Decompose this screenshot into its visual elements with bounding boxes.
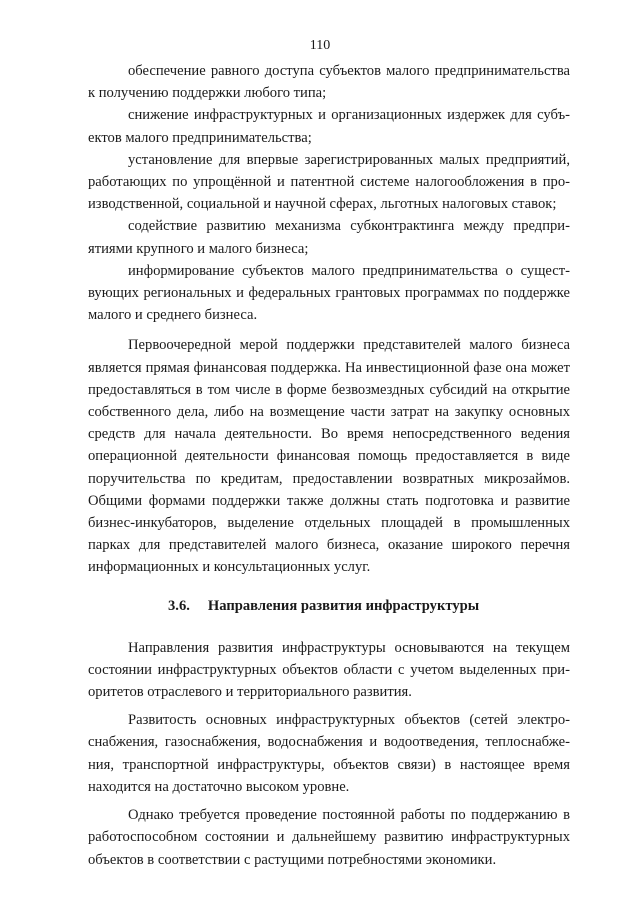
section-paragraph: Направления развития инфраструктуры основываются на текущем состоянии инфраструктурных объектов области с учетом выделенных приоритетов отраслевого и территориального развития. bbox=[88, 639, 570, 701]
list-item: обеспечение равного доступа субъектов малого предпринимательства к получению поддержки любого типа; bbox=[88, 63, 570, 102]
list-item: установление для впервые зарегистрированных малых предприятий, работающих по упрощённой и патентной системе налогообложения в производственной, социальной и научной сферах, льготных налоговых ставок; bbox=[88, 151, 570, 213]
section-title: Направления развития инфраструктуры bbox=[207, 597, 480, 614]
paragraph-financial-support: Первоочередной мерой поддержки представителей малого бизнеса является прямая финансовая поддержка. На инвестиционной фазе она может предоставляться в том числе в форме безвозмездных субсидий на открытие собственного дела, либо на возмещение части затрат на закупку основных средств для начала деятельности. Во время непосредственного ведения операционной деятельности финансовая помощь предоставляется в виде поручительства по кредитам, предоставлении возвратных микрозаймов. Общими формами поддержки также должны стать подготовка и развитие бизнес-инкубаторов, выделение отдельных площадей в промышленных парках для представителей малого бизнеса, оказание широкого перечня информационных и консультационных услуг. bbox=[88, 337, 570, 576]
section-heading bbox=[88, 595, 570, 617]
section-paragraph: Однако требуется проведение постоянной работы по поддержанию в работоспособном состоянии и дальнейшему развитию инфраструктурных объектов в соответствии с растущими потребностями экономики. bbox=[88, 807, 570, 868]
section-number: 3.6. bbox=[168, 597, 190, 614]
list-item: содействие развитию механизма субконтрактинга между предприятиями крупного и малого бизнеса; bbox=[88, 218, 570, 257]
page-number: 110 bbox=[309, 38, 331, 53]
list-item: информирование субъектов малого предпринимательства о существующих региональных и федеральных грантовых программах по поддержке малого и среднего бизнеса. bbox=[88, 262, 570, 324]
section-paragraph: Развитость основных инфраструктурных объектов (сетей электроснабжения, газоснабжения, водоснабжения и водоотведения, теплоснабжения, транспортной инфраструктуры, объектов связи) в настоящее время находится на достаточно высоком уровне. bbox=[88, 712, 570, 795]
list-item: снижение инфраструктурных и организационных издержек для субъектов малого предпринимательства; bbox=[88, 107, 570, 146]
page-content bbox=[88, 60, 570, 871]
